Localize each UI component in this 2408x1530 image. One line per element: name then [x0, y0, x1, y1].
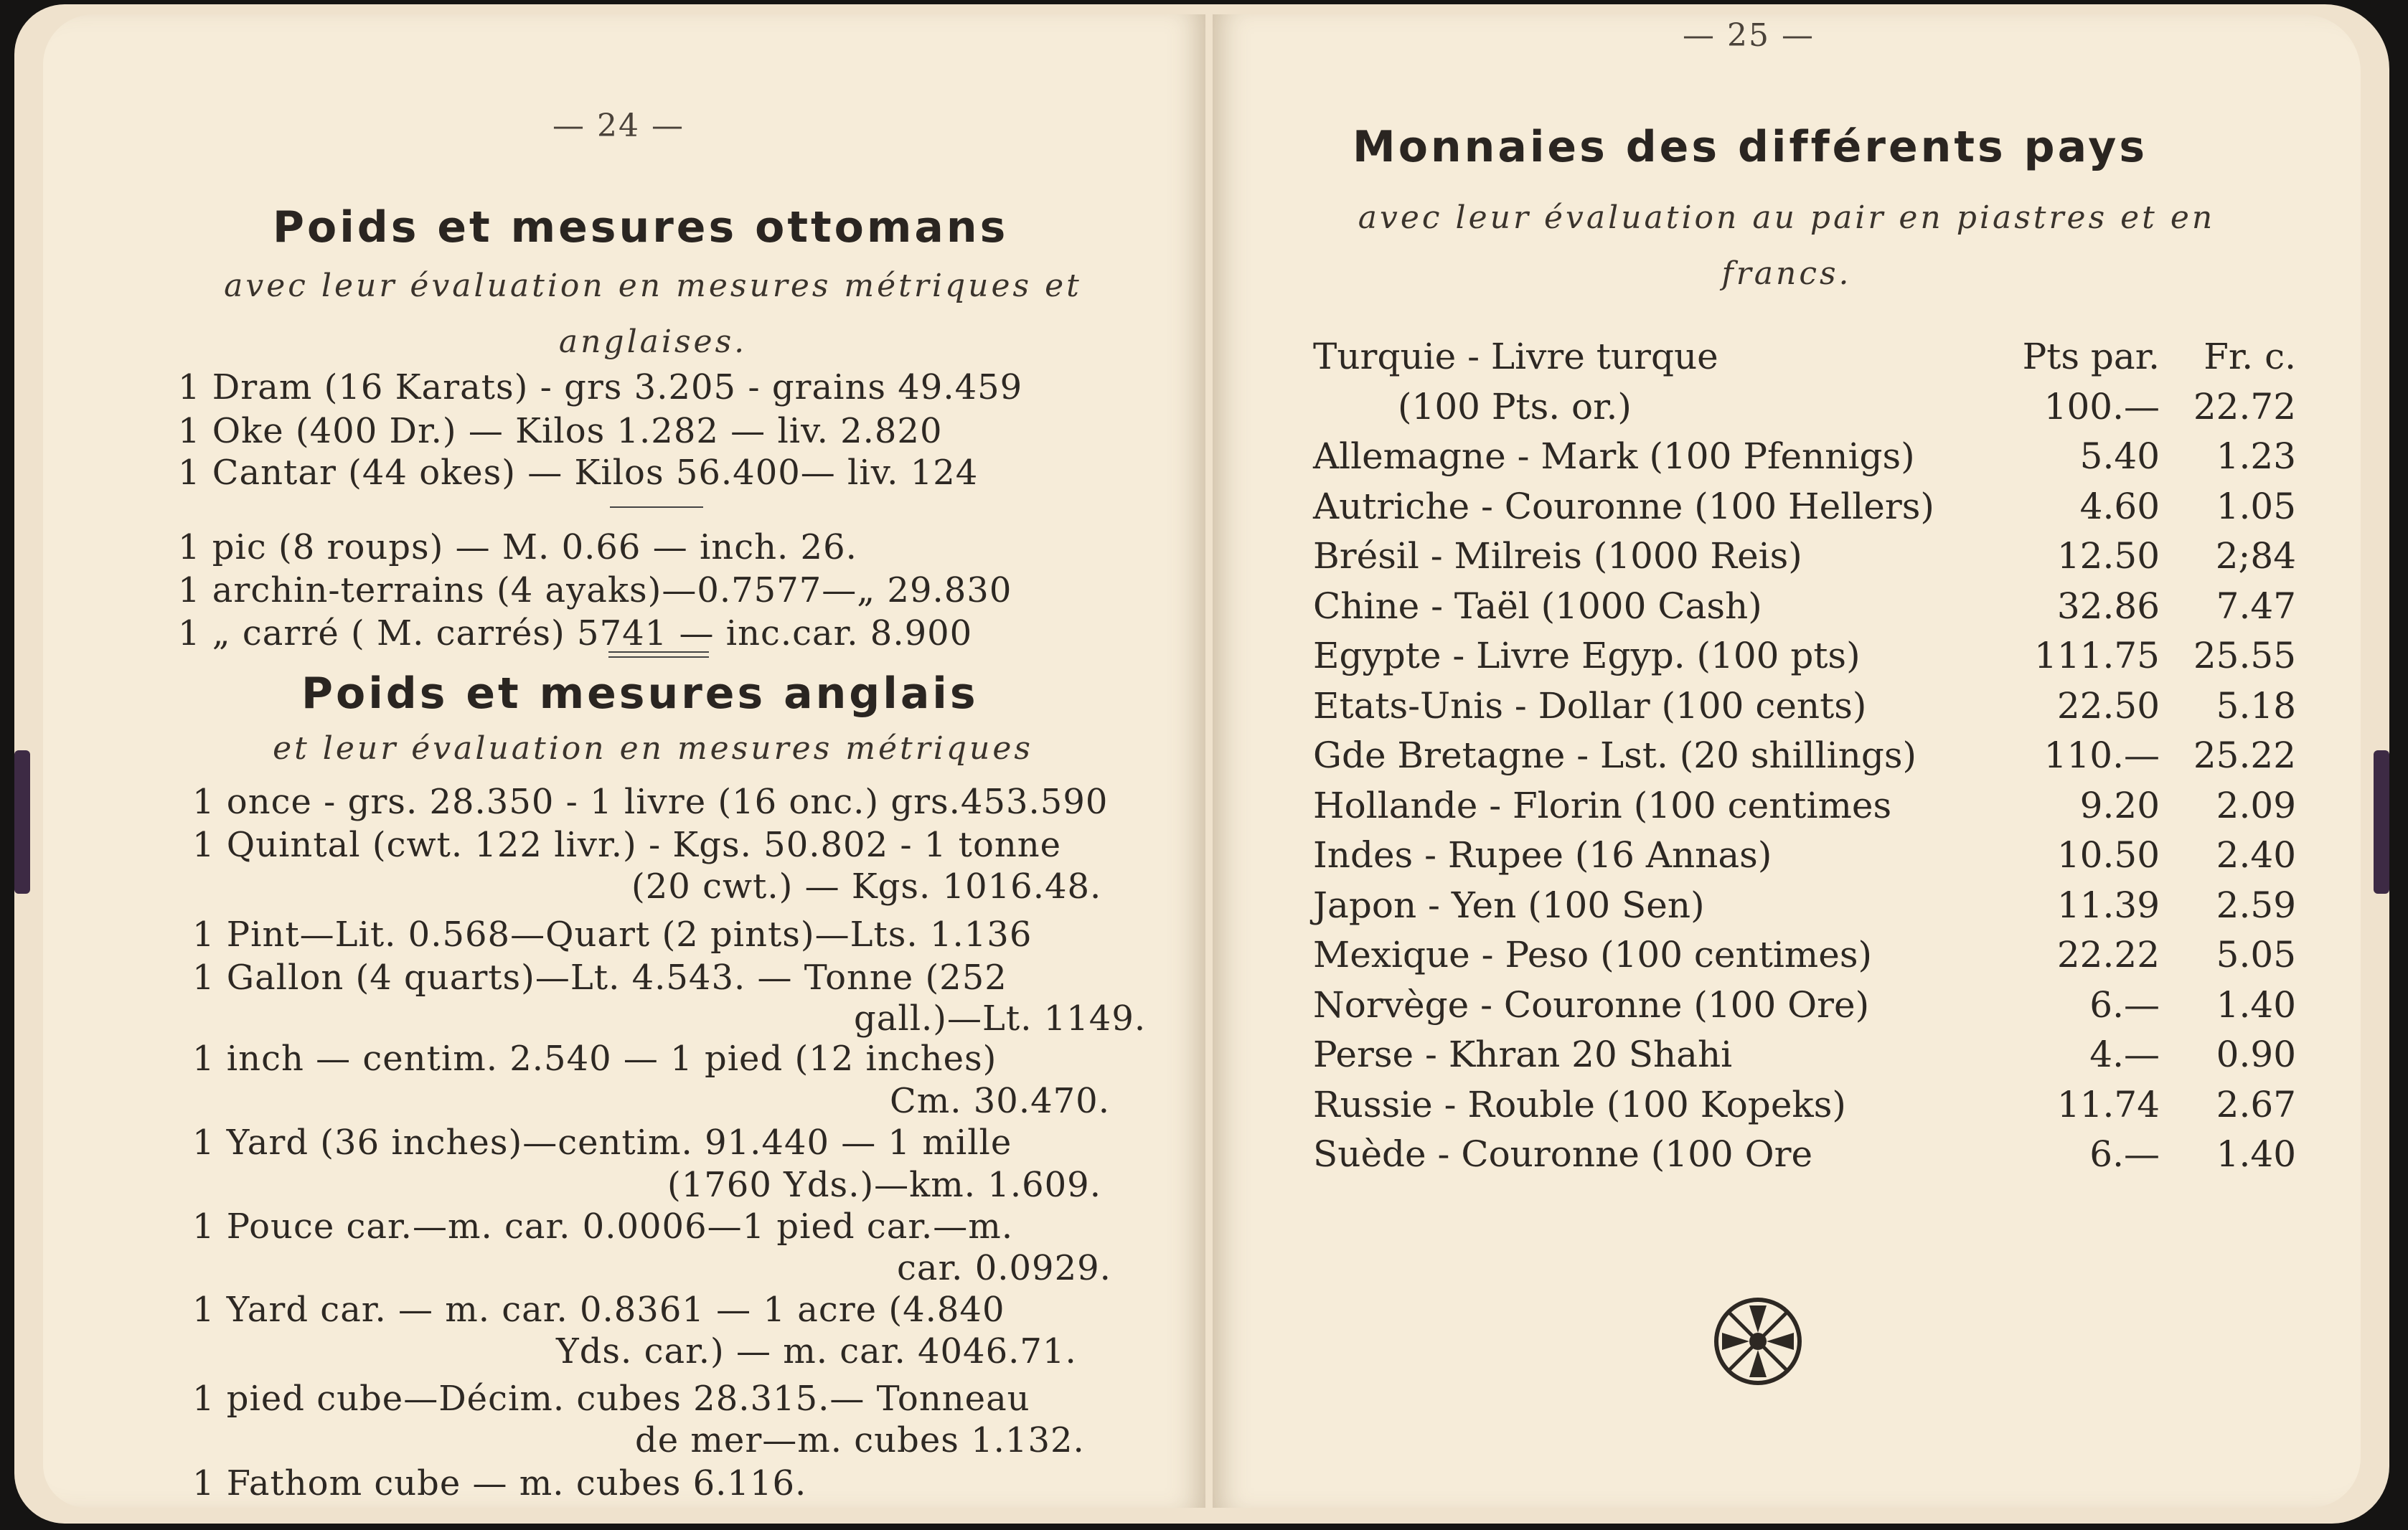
table-row [1313, 535, 2296, 585]
piastres-cell: 9.20 [2079, 785, 2160, 826]
piastres-cell: 6.— [2089, 984, 2160, 1026]
country-cell: Brésil - Milreis (1000 Reis) [1313, 535, 1802, 577]
table-row [1313, 1084, 2296, 1134]
piastres-cell: 22.50 [2056, 685, 2160, 727]
country-cell: Allemagne - Mark (100 Pfennigs) [1313, 435, 1915, 477]
francs-cell: 25.22 [2193, 735, 2296, 776]
page-number: — 24 — [552, 108, 685, 144]
francs-cell: 2.67 [2216, 1084, 2296, 1125]
section-subtitle: et leur évaluation en mesures métriques [273, 730, 1033, 767]
measure-line: Yds. car.) — m. car. 4046.71. [556, 1331, 1077, 1371]
francs-cell: 1.40 [2216, 1133, 2296, 1175]
measure-line: 1 inch — centim. 2.540 — 1 pied (12 inches) [192, 1039, 997, 1079]
country-cell: Etats-Unis - Dollar (100 cents) [1313, 685, 1867, 727]
subtitle-line: avec leur évaluation au pair en piastres et en [1358, 199, 2216, 236]
francs-cell: 2.40 [2216, 834, 2296, 876]
country-cell: Chine - Taël (1000 Cash) [1313, 585, 1762, 627]
country-cell: Indes - Rupee (16 Annas) [1313, 834, 1772, 876]
measure-line: Cm. 30.470. [890, 1081, 1110, 1121]
francs-cell: 0.90 [2216, 1034, 2296, 1075]
table-row [1313, 386, 2296, 436]
country-cell: Gde Bretagne - Lst. (20 shillings) [1313, 735, 1917, 776]
section-title-ottoman: Poids et mesures ottomans [273, 202, 1009, 252]
open-book [14, 4, 2389, 1524]
measure-line: gall.)—Lt. 1149. [854, 998, 1147, 1039]
francs-cell: 2.59 [2216, 884, 2296, 926]
piastres-cell: 100.— [2043, 386, 2160, 428]
measure-line: car. 0.0929. [897, 1248, 1111, 1288]
country-cell: Norvège - Couronne (100 Ore) [1313, 984, 1870, 1026]
francs-cell: 1.23 [2216, 435, 2296, 477]
table-row [1313, 984, 2296, 1034]
page-number: — 25 — [1683, 17, 1815, 54]
francs-cell: 2.09 [2216, 785, 2296, 826]
section-subtitle [179, 258, 1127, 370]
measure-line: 1 Cantar (44 okes) — Kilos 56.400— liv. 124 [178, 453, 979, 493]
francs-cell: 5.18 [2216, 685, 2296, 727]
table-row [1313, 486, 2296, 536]
subtitle-line: anglaises. [558, 324, 748, 360]
piastres-cell: 5.40 [2079, 435, 2160, 477]
table-row [1313, 934, 2296, 984]
page-edge-mark [2374, 750, 2389, 894]
table-row [1313, 1133, 2296, 1184]
country-cell: Egypte - Livre Egyp. (100 pts) [1313, 635, 1861, 676]
country-cell: Autriche - Couronne (100 Hellers) [1313, 486, 1934, 527]
page-edge-mark [14, 750, 30, 894]
measure-line: 1 Pouce car.—m. car. 0.0006—1 pied car.—m. [192, 1206, 1014, 1247]
table-row [1313, 735, 2296, 785]
measure-line: 1 Oke (400 Dr.) — Kilos 1.282 — liv. 2.820 [178, 411, 943, 451]
piastres-cell: 32.86 [2056, 585, 2160, 627]
measure-line: 1 Yard (36 inches)—centim. 91.440 — 1 mille [192, 1123, 1012, 1163]
measure-line: 1 once - grs. 28.350 - 1 livre (16 onc.) grs.453.590 [192, 782, 1109, 822]
piastres-cell: 4.— [2089, 1034, 2160, 1075]
table-header-row [1313, 336, 2296, 386]
piastres-cell: 4.60 [2079, 486, 2160, 527]
currency-title: Monnaies des différents pays [1353, 122, 2148, 172]
francs-cell: Fr. c. [2204, 336, 2296, 377]
table-row [1313, 435, 2296, 486]
measure-line: 1 pic (8 roups) — M. 0.66 — inch. 26. [178, 527, 857, 567]
section-title-english: Poids et mesures anglais [301, 669, 979, 719]
measure-line: de mer—m. cubes 1.132. [635, 1420, 1085, 1460]
table-row [1313, 834, 2296, 884]
piastres-cell: 12.50 [2056, 535, 2160, 577]
francs-cell: 2;84 [2215, 535, 2296, 577]
left-page [43, 14, 1205, 1508]
measure-line: 1 Quintal (cwt. 122 livr.) - Kgs. 50.802 - 1 tonne [192, 825, 1062, 865]
divider [610, 506, 703, 508]
ornament-emblem [1708, 1291, 1808, 1392]
table-row [1313, 785, 2296, 835]
measure-line: 1 archin-terrains (4 ayaks)—0.7577—„ 29.830 [178, 570, 1012, 610]
francs-cell: 7.47 [2216, 585, 2296, 627]
francs-cell: 25.55 [2193, 635, 2296, 676]
country-cell: Hollande - Florin (100 centimes [1313, 785, 1892, 826]
francs-cell: 22.72 [2193, 386, 2296, 428]
francs-cell: 1.05 [2216, 486, 2296, 527]
currency-subtitle [1277, 190, 2296, 302]
measure-line: (20 cwt.) — Kgs. 1016.48. [631, 866, 1102, 907]
country-cell: (100 Pts. or.) [1398, 386, 1632, 428]
piastres-cell: 11.74 [2056, 1084, 2160, 1125]
francs-cell: 5.05 [2216, 934, 2296, 976]
measure-line: 1 Pint—Lit. 0.568—Quart (2 pints)—Lts. 1.136 [192, 915, 1033, 955]
piastres-cell: 111.75 [2034, 635, 2160, 676]
piastres-cell: 6.— [2089, 1133, 2160, 1175]
measure-line: 1 Fathom cube — m. cubes 6.116. [192, 1463, 807, 1503]
piastres-cell: 22.22 [2056, 934, 2160, 976]
table-row [1313, 635, 2296, 685]
measure-line: 1 „ carré ( M. carrés) 5741 — inc.car. 8.900 [178, 613, 973, 653]
table-row [1313, 1034, 2296, 1084]
measure-line: (1760 Yds.)—km. 1.609. [667, 1165, 1101, 1205]
table-row [1313, 585, 2296, 636]
piastres-cell: 10.50 [2056, 834, 2160, 876]
measure-line: 1 pied cube—Décim. cubes 28.315.— Tonneau [192, 1379, 1030, 1419]
table-row [1313, 884, 2296, 935]
right-page [1213, 14, 2361, 1508]
country-cell: Russie - Rouble (100 Kopeks) [1313, 1084, 1846, 1125]
divider [608, 651, 709, 658]
piastres-cell: 11.39 [2056, 884, 2160, 926]
subtitle-line: francs. [1721, 255, 1852, 292]
measure-line: 1 Dram (16 Karats) - grs 3.205 - grains 49.459 [178, 367, 1023, 407]
francs-cell: 1.40 [2216, 984, 2296, 1026]
country-cell: Turquie - Livre turque [1313, 336, 1718, 377]
country-cell: Perse - Khran 20 Shahi [1313, 1034, 1733, 1075]
country-cell: Japon - Yen (100 Sen) [1313, 884, 1705, 926]
table-row [1313, 685, 2296, 735]
piastres-cell: 110.— [2043, 735, 2160, 776]
piastres-cell: Pts par. [2022, 336, 2160, 377]
country-cell: Suède - Couronne (100 Ore [1313, 1133, 1813, 1175]
subtitle-line: avec leur évaluation en mesures métriques et [224, 268, 1082, 304]
measure-line: 1 Gallon (4 quarts)—Lt. 4.543. — Tonne (252 [192, 958, 1007, 998]
measure-line: 1 Yard car. — m. car. 0.8361 — 1 acre (4.840 [192, 1290, 1005, 1330]
country-cell: Mexique - Peso (100 centimes) [1313, 934, 1872, 976]
